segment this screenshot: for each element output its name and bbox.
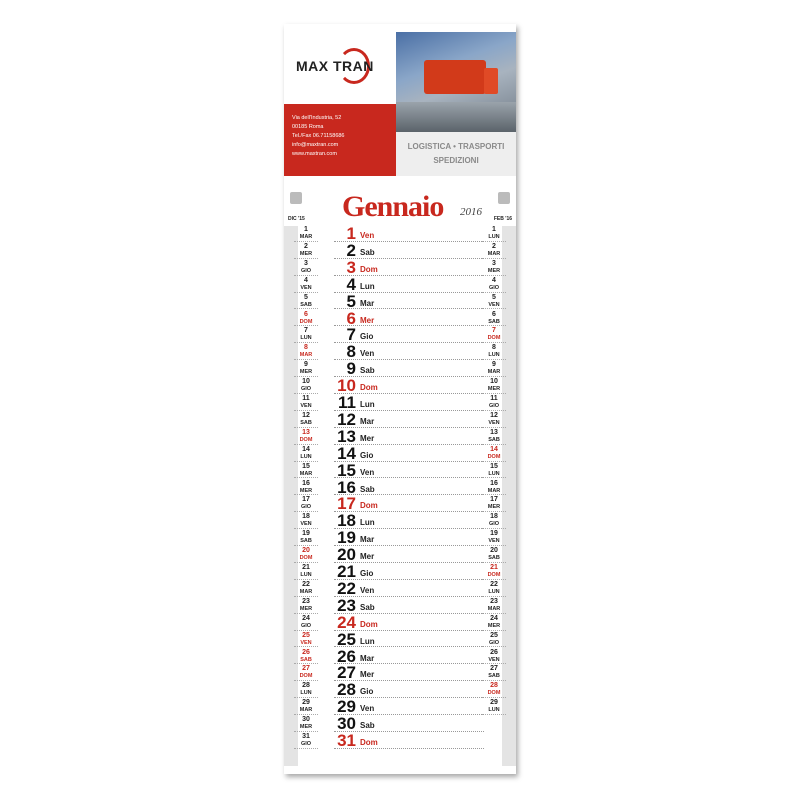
jan-day-row[interactable] xyxy=(334,596,484,614)
jan-day-row[interactable] xyxy=(334,714,484,732)
weekday: LUN xyxy=(488,470,500,477)
day-number: 19 xyxy=(337,528,356,548)
day-number: 14 xyxy=(302,445,310,453)
day-number: 13 xyxy=(302,428,310,436)
feb-day xyxy=(482,461,506,479)
weekday: GIO xyxy=(300,504,312,511)
weekday: MAR xyxy=(299,234,313,240)
weekday: Dom xyxy=(360,383,378,393)
day-number: 16 xyxy=(337,477,356,497)
day-number: 29 xyxy=(302,699,310,707)
weekday: Lun xyxy=(360,400,375,409)
day-number: 27 xyxy=(490,665,498,673)
day-number: 23 xyxy=(490,597,498,605)
dec-day xyxy=(294,545,318,563)
day-number: 19 xyxy=(490,530,498,538)
feb-day xyxy=(482,427,506,445)
jan-day-row[interactable] xyxy=(334,663,484,681)
jan-day-row[interactable] xyxy=(334,325,484,343)
truck-icon xyxy=(424,60,486,94)
weekday: SAB xyxy=(300,301,312,308)
day-number: 1 xyxy=(346,224,356,243)
dec-day xyxy=(294,579,318,597)
weekday: VEN xyxy=(300,403,312,409)
feb-day xyxy=(482,545,506,563)
weekday: MER xyxy=(299,724,313,731)
dec-day xyxy=(294,478,318,496)
weekday: GIO xyxy=(300,386,312,393)
weekday: VEN xyxy=(488,301,500,308)
weekday: SAB xyxy=(488,555,500,562)
weekday: Lun xyxy=(360,281,375,291)
jan-day-row[interactable] xyxy=(334,511,484,529)
day-number: 5 xyxy=(304,293,308,301)
weekday: SAB xyxy=(488,318,500,325)
calendar-grid xyxy=(284,186,516,774)
jan-day-row[interactable] xyxy=(334,241,484,259)
day-number: 20 xyxy=(337,545,356,565)
feb-day xyxy=(482,359,506,377)
day-number: 24 xyxy=(337,612,356,632)
dec-day xyxy=(294,275,318,293)
day-number: 8 xyxy=(304,344,308,352)
day-number: 9 xyxy=(304,361,308,369)
day-number: 20 xyxy=(490,547,498,555)
dec-day xyxy=(294,325,318,343)
jan-day-row[interactable] xyxy=(334,562,484,580)
weekday: DOM xyxy=(487,453,501,460)
calendar-header xyxy=(284,24,516,176)
weekday: Mer xyxy=(360,433,375,443)
weekday: DOM xyxy=(487,690,501,697)
weekday: GIO xyxy=(300,741,312,747)
weekday: MER xyxy=(487,386,501,393)
day-number: 1 xyxy=(304,226,308,233)
weekday: LUN xyxy=(300,690,312,697)
dec-day xyxy=(294,663,318,681)
day-number: 10 xyxy=(302,378,310,386)
day-number: 7 xyxy=(304,327,308,335)
day-number: 22 xyxy=(490,580,498,588)
jan-day-row[interactable] xyxy=(334,731,484,749)
feb-day xyxy=(482,562,506,580)
weekday: LUN xyxy=(488,588,500,595)
day-number: 18 xyxy=(490,513,498,521)
weekday: Dom xyxy=(360,264,378,274)
weekday: SAB xyxy=(488,436,500,443)
weekday: VEN xyxy=(300,639,312,646)
weekday: VEN xyxy=(300,284,312,291)
weekday: SAB xyxy=(488,673,500,680)
weekday: Mar xyxy=(360,298,375,308)
weekday: MER xyxy=(299,369,313,376)
feb-day xyxy=(482,630,506,648)
phone-line: Tel./Fax 06.71158686 xyxy=(292,133,345,139)
weekday: Mar xyxy=(360,416,375,426)
weekday: VEN xyxy=(488,538,500,545)
feb-day xyxy=(482,275,506,293)
weekday: Sab xyxy=(360,602,375,612)
day-number: 12 xyxy=(490,411,498,419)
day-number: 7 xyxy=(492,327,496,335)
feb-day xyxy=(482,528,506,546)
weekday: Lun xyxy=(360,518,375,528)
dec-day xyxy=(294,444,318,462)
weekday: DOM xyxy=(299,673,313,680)
dec-day xyxy=(294,410,318,428)
jan-day-row[interactable] xyxy=(334,292,484,310)
day-number: 23 xyxy=(302,597,310,605)
weekday: DOM xyxy=(487,572,501,578)
weekday: MER xyxy=(299,487,313,494)
feb-day xyxy=(482,663,506,681)
aquarius-icon xyxy=(498,192,510,204)
month-title: Gennaio xyxy=(342,190,444,223)
day-number: 15 xyxy=(490,462,498,470)
jan-day-row[interactable] xyxy=(334,697,484,715)
day-number: 25 xyxy=(490,631,498,639)
weekday: MER xyxy=(299,250,313,257)
day-number: 12 xyxy=(302,411,310,419)
feb-day xyxy=(482,511,506,529)
weekday: DOM xyxy=(487,335,501,342)
weekday: Sab xyxy=(360,484,375,494)
capricorn-icon xyxy=(290,192,302,204)
dec-day xyxy=(294,292,318,310)
jan-day-row[interactable] xyxy=(334,630,484,648)
weekday: Mer xyxy=(360,670,375,680)
jan-day-row[interactable] xyxy=(334,393,484,411)
day-number: 10 xyxy=(337,376,356,396)
dec-day xyxy=(294,613,318,631)
email-line: info@maxtran.com xyxy=(292,142,339,148)
feb-day xyxy=(482,376,506,394)
day-number: 24 xyxy=(490,614,498,622)
weekday: Sab xyxy=(360,366,375,376)
jan-day-row[interactable] xyxy=(334,275,484,293)
day-number: 21 xyxy=(490,564,498,571)
day-number: 6 xyxy=(304,310,308,318)
feb-day xyxy=(482,596,506,614)
weekday: Gio xyxy=(360,687,374,697)
dec-day xyxy=(294,376,318,394)
day-number: 12 xyxy=(337,409,356,429)
weekday: Gio xyxy=(360,332,374,342)
weekday: Mer xyxy=(360,552,375,562)
day-number: 18 xyxy=(337,511,356,531)
prev-month-label: DIC '15 xyxy=(288,216,305,222)
dec-day xyxy=(294,562,318,580)
feb-day xyxy=(482,224,506,242)
dec-day xyxy=(294,647,318,665)
jan-day-row[interactable] xyxy=(334,494,484,512)
weekday: MAR xyxy=(299,352,313,359)
jan-day-row[interactable] xyxy=(334,444,484,462)
dec-day xyxy=(294,359,318,377)
truck-photo xyxy=(396,32,516,132)
weekday: Gio xyxy=(360,569,374,578)
weekday: MER xyxy=(299,605,313,612)
address-line: Via dell'Industria, 52 xyxy=(292,115,342,121)
day-number: 28 xyxy=(490,682,498,690)
feb-day xyxy=(482,292,506,310)
weekday: DOM xyxy=(299,555,313,562)
day-number: 27 xyxy=(337,663,356,683)
weekday: GIO xyxy=(300,622,312,629)
weekday: Dom xyxy=(360,738,378,747)
day-number: 11 xyxy=(302,395,310,402)
feb-day xyxy=(482,258,506,276)
dec-day xyxy=(294,528,318,546)
weekday: Mar xyxy=(360,535,375,545)
dec-day xyxy=(294,342,318,360)
weekday: LUN xyxy=(300,335,312,342)
feb-day xyxy=(482,393,506,411)
dec-day xyxy=(294,427,318,445)
day-number: 4 xyxy=(492,276,496,284)
day-number: 4 xyxy=(346,274,356,294)
jan-day-row[interactable] xyxy=(334,410,484,428)
weekday: VEN xyxy=(488,656,500,663)
logo-area xyxy=(284,24,396,104)
weekday: Dom xyxy=(360,501,378,511)
weekday: SAB xyxy=(300,538,312,545)
dec-day xyxy=(294,309,318,327)
feb-day xyxy=(482,613,506,631)
dec-day xyxy=(294,224,318,242)
jan-day-row[interactable] xyxy=(334,478,484,496)
day-number: 28 xyxy=(337,680,356,700)
day-number: 14 xyxy=(490,445,498,453)
weekday: DOM xyxy=(299,318,313,325)
jan-day-row[interactable] xyxy=(334,309,484,327)
day-number: 11 xyxy=(338,393,356,412)
day-number: 6 xyxy=(492,310,496,318)
weekday: Sab xyxy=(360,247,375,257)
weekday: Gio xyxy=(360,450,374,460)
dec-day xyxy=(294,697,318,715)
weekday: GIO xyxy=(488,284,500,291)
day-number: 11 xyxy=(490,395,498,402)
jan-day-row[interactable] xyxy=(334,376,484,394)
day-number: 6 xyxy=(346,308,356,328)
day-number: 26 xyxy=(337,646,356,666)
weekday: GIO xyxy=(300,267,312,274)
weekday: Dom xyxy=(360,619,378,629)
feb-day xyxy=(482,494,506,512)
weekday: MER xyxy=(487,504,501,511)
day-number: 17 xyxy=(337,494,356,514)
feb-day xyxy=(482,241,506,259)
weekday: Ven xyxy=(360,231,375,240)
month-year: 2016 xyxy=(460,206,482,218)
day-number: 31 xyxy=(337,731,356,750)
day-number: 31 xyxy=(302,733,310,740)
weekday: LUN xyxy=(300,453,312,460)
day-number: 8 xyxy=(346,342,356,362)
day-number: 28 xyxy=(302,682,310,690)
dec-day xyxy=(294,461,318,479)
weekday: SAB xyxy=(300,656,312,663)
feb-day xyxy=(482,342,506,360)
weekday: Ven xyxy=(360,349,375,359)
dec-day xyxy=(294,630,318,648)
day-number: 21 xyxy=(337,562,356,581)
feb-day xyxy=(482,579,506,597)
day-number: 17 xyxy=(490,496,498,504)
day-number: 17 xyxy=(302,496,310,504)
day-number: 30 xyxy=(337,714,356,734)
day-number: 5 xyxy=(346,291,356,311)
day-number: 16 xyxy=(302,479,310,487)
day-number: 27 xyxy=(302,665,310,673)
weekday: Mar xyxy=(360,653,375,663)
day-number: 25 xyxy=(337,629,356,649)
day-number: 29 xyxy=(490,699,498,707)
weekday: MAR xyxy=(299,470,313,477)
jan-day-row[interactable] xyxy=(334,359,484,377)
feb-day xyxy=(482,309,506,327)
day-number: 2 xyxy=(492,242,496,250)
feb-day xyxy=(482,444,506,462)
weekday: LUN xyxy=(488,234,500,240)
jan-day-row[interactable] xyxy=(334,224,484,242)
day-number: 5 xyxy=(492,293,496,301)
weekday: VEN xyxy=(300,521,312,528)
jan-day-row[interactable] xyxy=(334,461,484,479)
day-number: 14 xyxy=(337,443,356,463)
jan-day-row[interactable] xyxy=(334,528,484,546)
weekday: VEN xyxy=(488,419,500,426)
day-number: 21 xyxy=(302,564,310,571)
day-number: 16 xyxy=(490,479,498,487)
day-number: 19 xyxy=(302,530,310,538)
wall-calendar xyxy=(284,24,516,774)
weekday: MAR xyxy=(299,588,313,595)
feb-day xyxy=(482,478,506,496)
feb-day xyxy=(482,647,506,665)
day-number: 22 xyxy=(337,578,356,598)
day-number: 1 xyxy=(492,226,496,233)
day-number: 24 xyxy=(302,614,310,622)
weekday: Mer xyxy=(360,315,375,325)
weekday: Ven xyxy=(360,467,375,477)
jan-day-row[interactable] xyxy=(334,427,484,445)
weekday: MAR xyxy=(487,250,501,257)
day-number: 29 xyxy=(337,697,356,717)
weekday: Lun xyxy=(360,636,375,646)
dec-day xyxy=(294,494,318,512)
day-number: 8 xyxy=(492,344,496,352)
jan-day-row[interactable] xyxy=(334,647,484,665)
city-line: 00185 Roma xyxy=(292,124,324,130)
jan-day-row[interactable] xyxy=(334,342,484,360)
day-number: 18 xyxy=(302,513,310,521)
weekday: LUN xyxy=(300,572,312,578)
day-number: 25 xyxy=(302,631,310,639)
next-month-label: FEB '16 xyxy=(493,216,512,222)
jan-day-row[interactable] xyxy=(334,613,484,631)
day-number: 7 xyxy=(346,325,356,345)
weekday: MAR xyxy=(487,369,501,376)
day-number: 13 xyxy=(490,428,498,436)
day-number: 15 xyxy=(302,462,310,470)
dec-day xyxy=(294,258,318,276)
dec-day xyxy=(294,680,318,698)
dec-day xyxy=(294,393,318,411)
day-number: 23 xyxy=(337,595,356,615)
day-number: 9 xyxy=(492,361,496,369)
day-number: 4 xyxy=(304,276,308,284)
contact-block xyxy=(284,104,396,176)
jan-day-row[interactable] xyxy=(334,545,484,563)
dec-day xyxy=(294,731,318,749)
feb-day xyxy=(482,410,506,428)
company-logo: MAX TRAN xyxy=(296,58,374,74)
dec-day xyxy=(294,241,318,259)
day-number: 20 xyxy=(302,547,310,555)
jan-day-row[interactable] xyxy=(334,579,484,597)
weekday: MER xyxy=(487,622,501,629)
dec-day xyxy=(294,596,318,614)
tagline: LOGISTICA • TRASPORTI SPEDIZIONI xyxy=(396,132,516,176)
day-number: 15 xyxy=(337,460,356,480)
day-number: 3 xyxy=(346,257,356,277)
day-number: 3 xyxy=(304,259,308,267)
day-number: 13 xyxy=(337,426,356,446)
jan-day-row[interactable] xyxy=(334,258,484,276)
day-number: 3 xyxy=(492,259,496,267)
weekday: SAB xyxy=(300,419,312,426)
day-number: 26 xyxy=(490,648,498,656)
day-number: 30 xyxy=(302,716,310,724)
website-line: www.maxtran.com xyxy=(292,151,337,157)
weekday: MER xyxy=(487,267,501,274)
day-number: 22 xyxy=(302,580,310,588)
day-number: 2 xyxy=(304,242,308,250)
weekday: Ven xyxy=(360,704,375,714)
day-number: 26 xyxy=(302,648,310,656)
weekday: LUN xyxy=(488,707,500,714)
weekday: MAR xyxy=(299,707,313,714)
weekday: LUN xyxy=(488,352,500,359)
jan-day-row[interactable] xyxy=(334,680,484,698)
weekday: Sab xyxy=(360,721,375,731)
weekday: GIO xyxy=(488,403,500,409)
weekday: GIO xyxy=(488,521,500,528)
feb-day xyxy=(482,680,506,698)
day-number: 10 xyxy=(490,378,498,386)
weekday: GIO xyxy=(488,639,500,646)
weekday: MAR xyxy=(487,487,501,494)
dec-day xyxy=(294,511,318,529)
day-number: 2 xyxy=(346,240,356,260)
feb-day xyxy=(482,697,506,715)
weekday: DOM xyxy=(299,436,313,443)
dec-day xyxy=(294,714,318,732)
day-number: 9 xyxy=(346,359,356,379)
weekday: Ven xyxy=(360,585,375,595)
weekday: MAR xyxy=(487,605,501,612)
feb-day xyxy=(482,325,506,343)
